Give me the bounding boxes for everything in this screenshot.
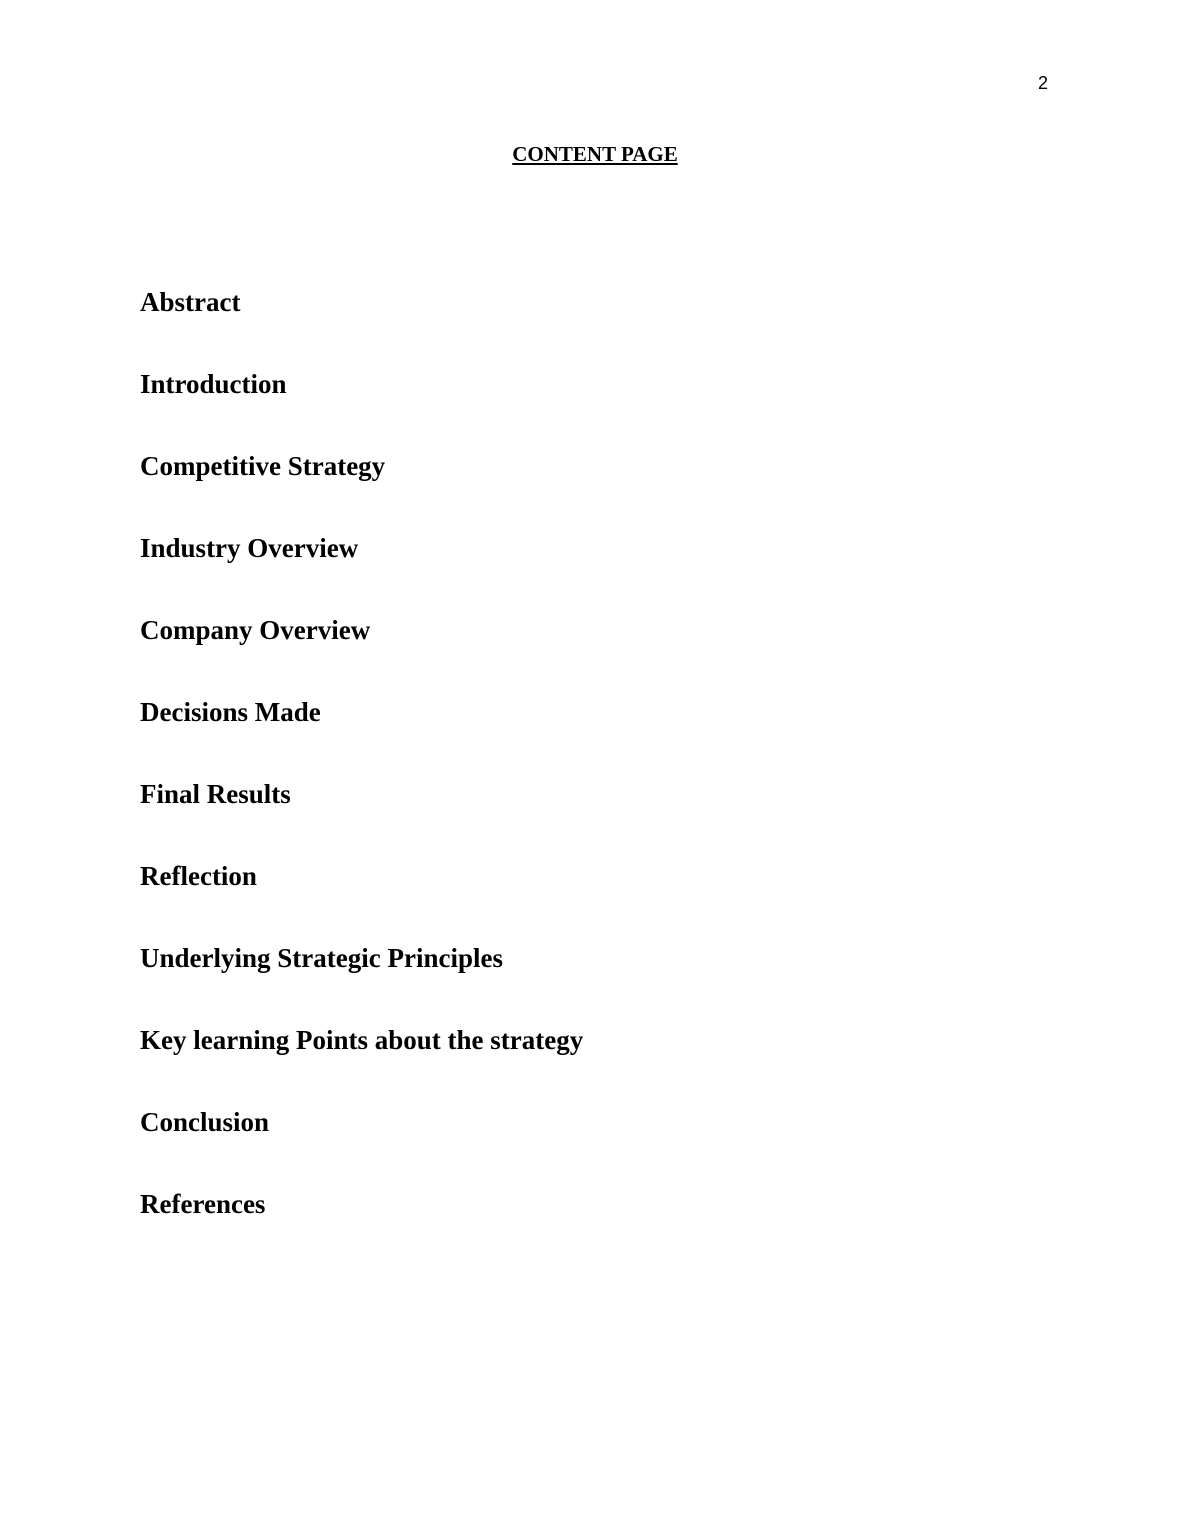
toc-item-underlying-strategic-principles: Underlying Strategic Principles [140, 943, 503, 973]
toc-item-introduction: Introduction [140, 369, 287, 399]
toc-item-references: References [140, 1189, 266, 1219]
toc-item-abstract: Abstract [140, 287, 241, 317]
page-number: 2 [1038, 73, 1049, 93]
page-title: CONTENT PAGE [512, 142, 678, 166]
table-of-contents [140, 286, 583, 1270]
toc-item-final-results: Final Results [140, 779, 291, 809]
toc-item-competitive-strategy: Competitive Strategy [140, 451, 386, 481]
toc-item-key-learning-points: Key learning Points about the strategy [140, 1025, 584, 1055]
toc-item-decisions-made: Decisions Made [140, 697, 321, 727]
toc-item-industry-overview: Industry Overview [140, 533, 359, 563]
toc-item-reflection: Reflection [140, 861, 257, 891]
toc-item-company-overview: Company Overview [140, 615, 371, 645]
toc-item-conclusion: Conclusion [140, 1107, 270, 1137]
